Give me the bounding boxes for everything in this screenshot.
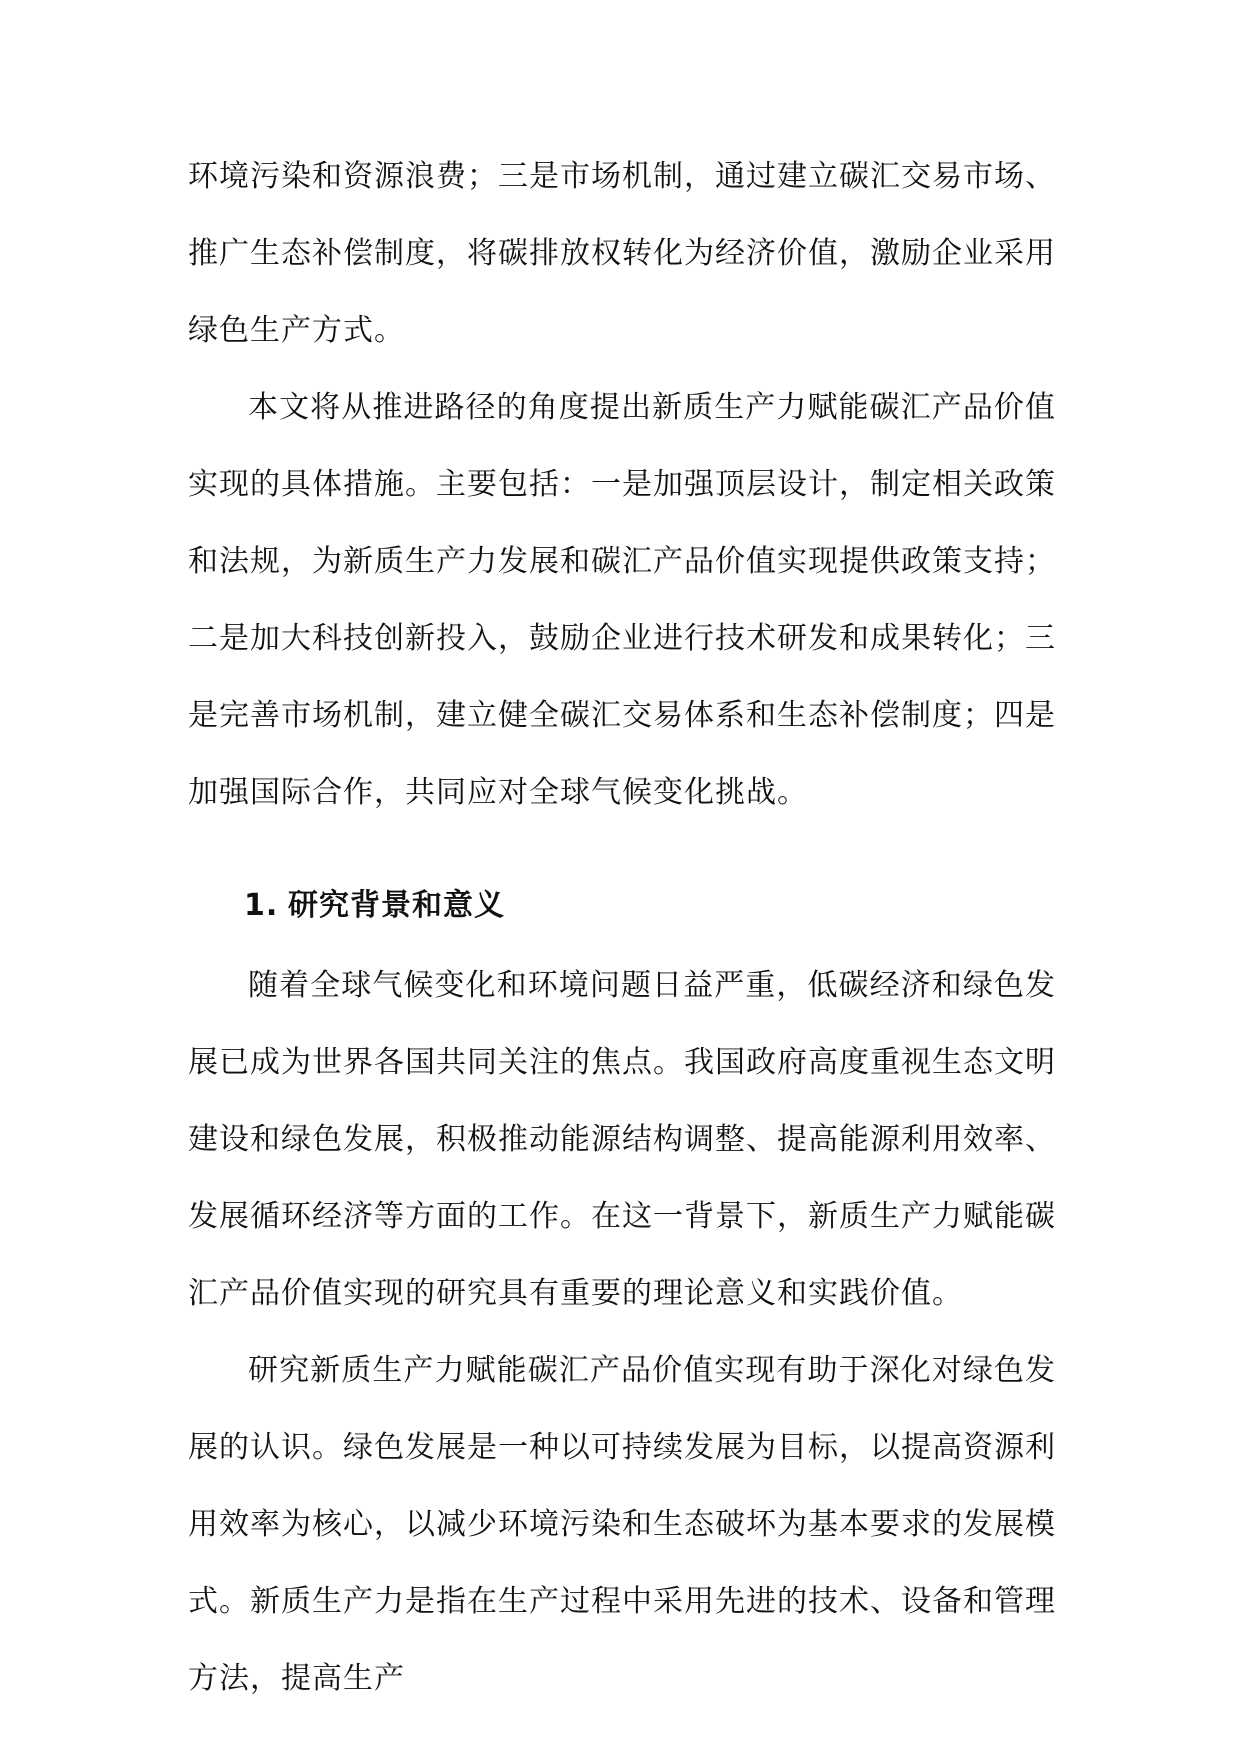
paragraph-measures: 本文将从推进路径的角度提出新质生产力赋能碳汇产品价值实现的具体措施。主要包括：一是加强顶层设计，制定相关政策和法规，为新质生产力发展和碳汇产品价值实现提供政策支持；二是加大科技创新投入，鼓励企业进行技术研发和成果转化；三是完善市场机制，建立健全碳汇交易体系和生态补偿制度；四是加强国际合作，共同应对全球气候变化挑战。 [188,390,1056,810]
document-body [188,138,1056,1717]
section-number: 1. [244,888,279,923]
paragraph-background: 随着全球气候变化和环境问题日益严重，低碳经济和绿色发展已成为世界各国共同关注的焦点。我国政府高度重视生态文明建设和绿色发展，积极推动能源结构调整、提高能源利用效率、发展循环经济等方面的工作。在这一背景下，新质生产力赋能碳汇产品价值实现的研究具有重要的理论意义和实践价值。 [188,968,1056,1311]
section-heading [188,865,1056,947]
section-title: 研究背景和意义 [288,888,505,923]
paragraph-significance: 研究新质生产力赋能碳汇产品价值实现有助于深化对绿色发展的认识。绿色发展是一种以可持续发展为目标，以提高资源利用效率为核心，以减少环境污染和生态破坏为基本要求的发展模式。新质生产力是指在生产过程中采用先进的技术、设备和管理方法，提高生产 [188,1353,1056,1696]
paragraph-continued: 环境污染和资源浪费；三是市场机制，通过建立碳汇交易市场、推广生态补偿制度，将碳排放权转化为经济价值，激励企业采用绿色生产方式。 [188,159,1056,348]
